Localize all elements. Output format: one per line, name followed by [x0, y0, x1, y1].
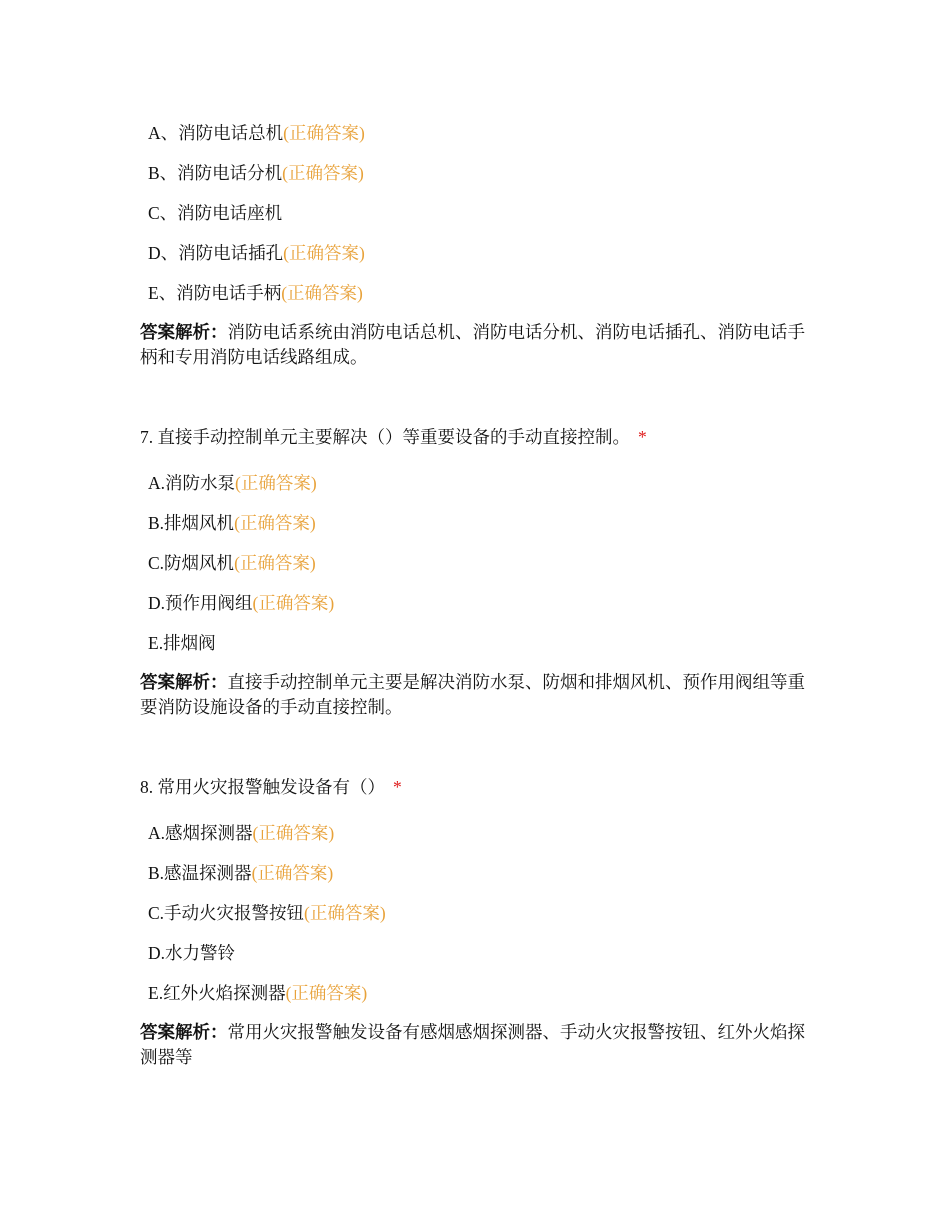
- option-text: A.感烟探测器: [148, 823, 253, 843]
- option-text: D.预作用阀组: [148, 593, 253, 613]
- q6-option-d: [148, 242, 365, 264]
- q7-option-c: [148, 552, 316, 574]
- option-text: C.防烟风机: [148, 553, 235, 573]
- q7-title: [140, 426, 647, 448]
- q8-option-e: [148, 982, 367, 1004]
- correct-answer-marker: (正确答案): [281, 283, 363, 303]
- required-marker: *: [393, 777, 402, 797]
- q6-option-e: [148, 282, 363, 304]
- option-text: C.手动火灾报警按钮: [148, 903, 305, 923]
- correct-answer-marker: (正确答案): [234, 553, 316, 573]
- q7-option-b: [148, 512, 316, 534]
- correct-answer-marker: (正确答案): [285, 983, 368, 1003]
- option-text: A.消防水泵: [148, 473, 236, 493]
- correct-answer-marker: (正确答案): [252, 823, 335, 843]
- option-text: B.排烟风机: [148, 513, 235, 533]
- q8-option-c: [148, 902, 386, 924]
- question-text: 7. 直接手动控制单元主要解决（）等重要设备的手动直接控制。: [140, 427, 630, 447]
- q6-option-a: [148, 122, 365, 144]
- correct-answer-marker: (正确答案): [304, 903, 386, 923]
- q8-option-b: [148, 862, 333, 884]
- q7-option-e: [148, 632, 216, 654]
- correct-answer-marker: (正确答案): [252, 593, 335, 613]
- option-text: E.红外火焰探测器: [148, 983, 286, 1003]
- q7-answer-analysis: [140, 671, 820, 721]
- option-text: E、消防电话手柄: [148, 283, 282, 303]
- option-text: D、消防电话插孔: [148, 243, 284, 263]
- analysis-label: 答案解析：: [140, 323, 228, 343]
- q8-option-a: [148, 822, 334, 844]
- option-text: B.感温探测器: [148, 863, 252, 883]
- option-text: E.排烟阀: [148, 633, 216, 653]
- analysis-text: 消防电话系统由消防电话总机、消防电话分机、消防电话插孔、消防电话手柄和专用消防电话线路组成。: [140, 323, 805, 368]
- correct-answer-marker: (正确答案): [282, 163, 364, 183]
- q6-option-c: [148, 202, 282, 224]
- option-text: C、消防电话座机: [148, 203, 283, 223]
- analysis-text: 直接手动控制单元主要是解决消防水泵、防烟和排烟风机、预作用阀组等重要消防设施设备的手动直接控制。: [140, 673, 805, 718]
- correct-answer-marker: (正确答案): [235, 473, 317, 493]
- required-marker: *: [638, 427, 647, 447]
- correct-answer-marker: (正确答案): [283, 243, 365, 263]
- q7-option-a: [148, 472, 317, 494]
- option-text: D.水力警铃: [148, 943, 236, 963]
- q6-answer-analysis: [140, 321, 820, 371]
- correct-answer-marker: (正确答案): [283, 123, 365, 143]
- correct-answer-marker: (正确答案): [251, 863, 334, 883]
- analysis-label: 答案解析：: [140, 1023, 228, 1043]
- question-text: 8. 常用火灾报警触发设备有（）: [140, 777, 385, 797]
- q8-answer-analysis: [140, 1021, 820, 1071]
- q7-option-d: [148, 592, 334, 614]
- analysis-text: 常用火灾报警触发设备有感烟感烟探测器、手动火灾报警按钮、红外火焰探测器等: [140, 1023, 805, 1068]
- option-text: B、消防电话分机: [148, 163, 283, 183]
- correct-answer-marker: (正确答案): [234, 513, 316, 533]
- analysis-label: 答案解析：: [140, 673, 228, 693]
- q6-option-b: [148, 162, 364, 184]
- option-text: A、消防电话总机: [148, 123, 284, 143]
- q8-title: [140, 776, 402, 798]
- q8-option-d: [148, 942, 235, 964]
